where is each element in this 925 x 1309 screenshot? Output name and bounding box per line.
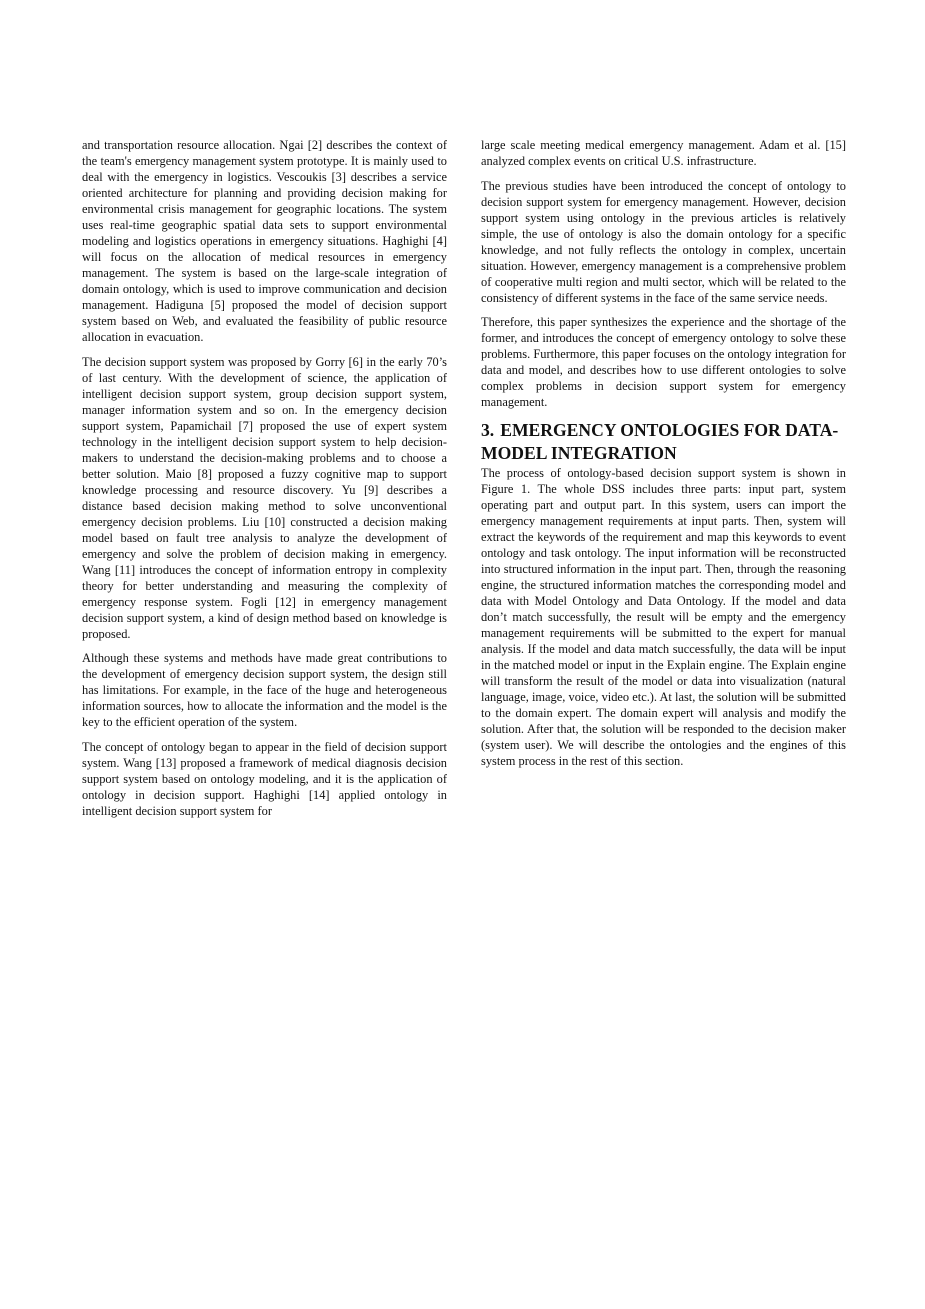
- paragraph-dss-history: The decision support system was proposed by Gorry [6] in the early 70’s of last century. With the development of science, the application of intelligent decision support system, group decision support system, manager information system and so on. In the emergency decision support system, Papamichail [7] proposed the use of expert system technology in the intelligent decision support system to help decision-makers to understand the decision-making problems and to choose a better solution. Maio [8] proposed a fuzzy cognitive map to support knowledge processing and resource discovery. Yu [9] describes a distance based decision making method to solve unconventional emergency decision problems. Liu [10] constructed a decision making model based on fault tree analysis to analyze the development of emergency and solve the problem of decision making in emergency. Wang [11] introduces the concept of information entropy in complexity theory for better understanding and measuring the complexity of emergency response system. Fogli [12] in emergency management decision support system, a kind of design method based on knowledge is proposed.: [82, 354, 447, 641]
- right-column: [481, 137, 846, 778]
- paragraph-medical-emergency: large scale meeting medical emergency management. Adam et al. [15] analyzed complex events on critical U.S. infrastructure.: [481, 138, 846, 168]
- paragraph-limitations: Although these systems and methods have made great contributions to the development of emergency decision support system, the design still has limitations. For example, in the face of the huge and heterogeneous information sources, how to allocate the information and the model is the key to the efficient operation of the system.: [82, 651, 447, 729]
- paragraph-ontology-concept: The concept of ontology began to appear in the field of decision support system. Wang [13] proposed a framework of medical diagnosis decision support system based on ontology modeling, and it is the application of ontology in decision support. Haghighi [14] applied ontology in intelligent decision support system for: [82, 739, 447, 818]
- paragraph-resource-allocation: and transportation resource allocation. Ngai [2] describes the context of the team's emergency management system prototype. It is mainly used to deal with the emergency in logistics. Vescoukis [3] describes a service oriented architecture for planning and providing decision making for environmental crisis management for geographic locations. The system uses real-time geographic spatial data sets to support environmental modeling and logistics operations in emergency situations. Haghighi [4] will focus on the allocation of medical resources in emergency management. The system is based on the large-scale integration of domain ontology, which is used to improve communication and decision management. Hadiguna [5] proposed the model of decision support system based on Web, and evaluated the feasibility of public resource allocation in evacuation.: [82, 138, 447, 344]
- paragraph-dss-process: The process of ontology-based decision support system is shown in Figure 1. The whole DSS includes three parts: input part, system operating part and output part. In this system, users can import the emergency management requirements at input parts. Then, system will extract the keywords of the requirement and map this keywords to event ontology and task ontology. The input information will be reconstructed into structured information in the input part. Then, through the reasoning engine, the structured information matches the corresponding model and data with Model Ontology and Data Ontology. If the model and data don’t match successfully, the result will be empty and the emergency management requirements will be submitted to the expert for manual analysis. If the model and data match successfully, the data will be input in the matched model or input in the Explain engine. The Explain engine will transform the result of the model or data into visualization (natural language, image, voice, video etc.). At last, the solution will be submitted to the domain expert. The domain expert will analysis and modify the solution. After that, the solution will be responded to the decision maker (system user). We will describe the ontologies and the engines of this system process in the rest of this section.: [481, 466, 846, 768]
- left-column: [82, 137, 447, 827]
- paragraph-previous-studies: The previous studies have been introduced the concept of ontology to decision support system for emergency management. However, decision support system using ontology in the previous articles is relatively simple, the use of ontology is also the domain ontology for a specific knowledge, and not fully reflects the ontology in complex, uncertain situation. However, emergency management is a comprehensive problem of cooperative multi region and multi sector, which will be related to the consistency of different systems in the face of the same service needs.: [481, 178, 846, 305]
- paragraph-paper-focus: Therefore, this paper synthesizes the experience and the shortage of the former, and introduces the concept of emergency ontology to solve these problems. Furthermore, this paper focuses on the ontology integration for data and model, and describes how to use different ontologies to solve complex problems in decision support system for emergency management.: [481, 315, 846, 409]
- section-heading: [481, 419, 846, 465]
- section-number: 3.: [481, 420, 495, 440]
- section-title: EMERGENCY ONTOLOGIES FOR DATA-MODEL INTEGRATION: [481, 420, 839, 463]
